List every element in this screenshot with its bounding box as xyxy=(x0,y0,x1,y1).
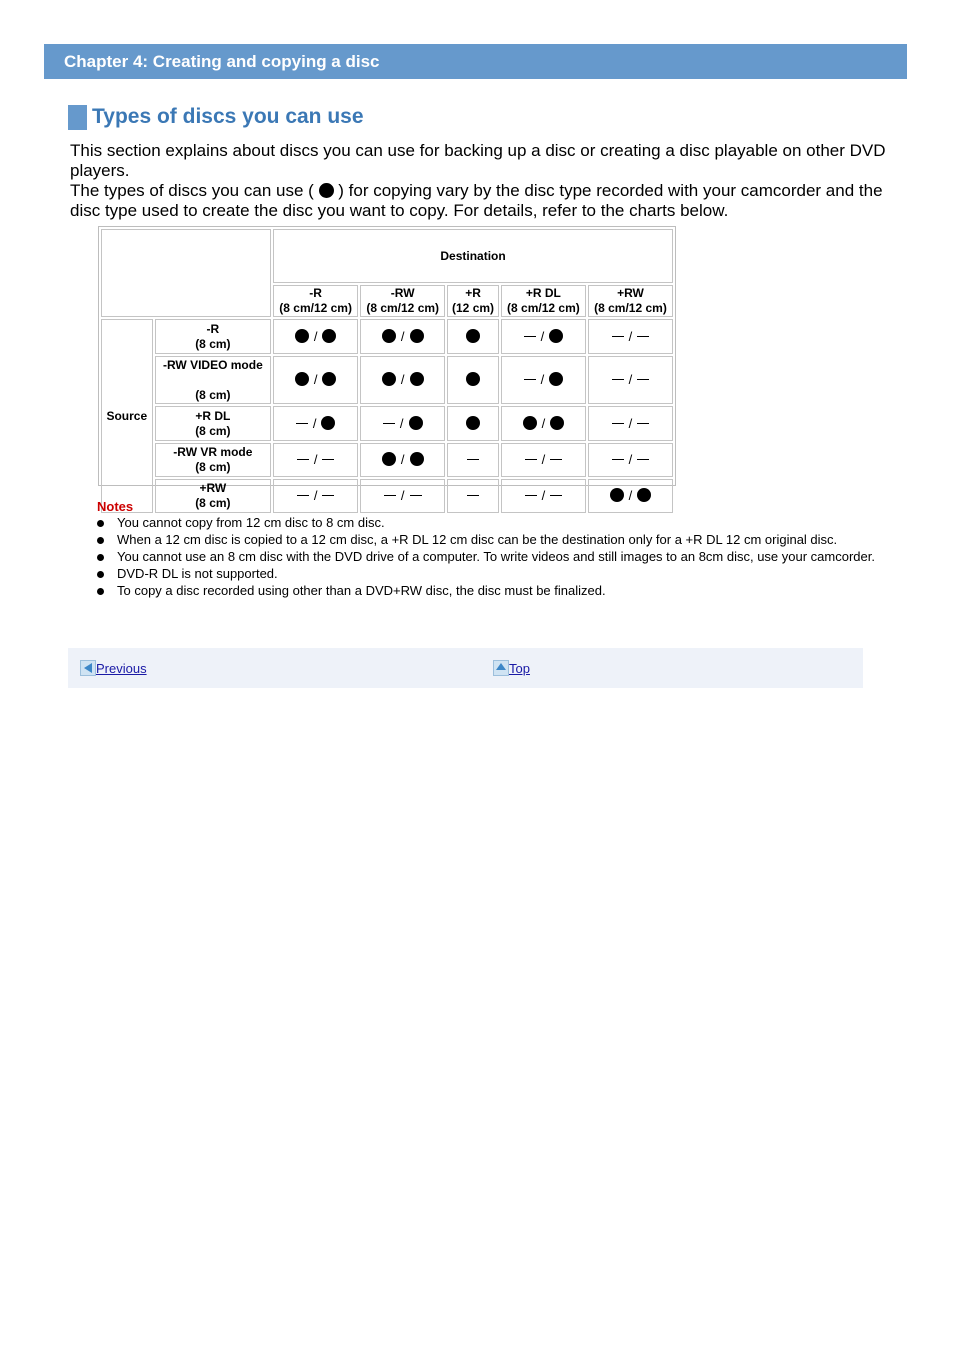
compat-cell xyxy=(588,406,673,441)
destination-column-header xyxy=(501,285,586,317)
compat-marks xyxy=(466,329,480,344)
separator-text: / xyxy=(628,452,633,467)
row-disc-size: (8 cm) xyxy=(195,423,231,438)
source-row-header xyxy=(155,443,271,477)
column-disc-size: (12 cm) xyxy=(452,301,495,315)
table-row xyxy=(101,356,673,404)
top-arrow-icon xyxy=(493,660,509,676)
compat-marks xyxy=(525,452,563,467)
compat-cell xyxy=(360,319,445,354)
compat-marks xyxy=(612,372,650,387)
notes-title: Notes xyxy=(97,499,134,514)
compat-cell xyxy=(360,356,445,404)
not-usable-dash-icon xyxy=(296,423,308,424)
intro-text xyxy=(70,141,890,221)
column-disc-size: (8 cm/12 cm) xyxy=(507,301,580,315)
not-usable-dash-icon xyxy=(612,459,624,460)
row-disc-type: +R DL xyxy=(195,408,231,423)
compat-cell xyxy=(273,319,358,354)
separator-text: / xyxy=(400,328,405,344)
usable-dot-icon xyxy=(295,372,309,386)
compat-cell xyxy=(360,443,445,477)
column-disc-type: +R DL xyxy=(525,286,561,300)
bullet-icon xyxy=(97,571,104,578)
not-usable-dash-icon xyxy=(612,336,624,337)
separator-text: / xyxy=(628,415,633,431)
page-title: Types of discs you can use xyxy=(92,105,364,128)
separator-text: / xyxy=(313,488,318,503)
not-usable-dash-icon xyxy=(524,379,536,380)
note-text: DVD-R DL is not supported. xyxy=(117,566,278,581)
separator-text: / xyxy=(313,372,318,387)
compat-marks xyxy=(523,416,565,431)
usable-dot-icon xyxy=(550,416,564,430)
separator-text: / xyxy=(400,372,405,387)
not-usable-dash-icon xyxy=(612,379,624,380)
separator-text: / xyxy=(313,328,318,344)
not-usable-dash-icon xyxy=(467,495,479,496)
not-usable-dash-icon xyxy=(297,495,309,496)
usable-dot-icon xyxy=(549,372,563,386)
row-disc-size: (8 cm) xyxy=(195,336,231,351)
usable-dot-icon xyxy=(466,416,480,430)
row-disc-type: -RW VIDEO mode xyxy=(162,357,263,372)
separator-text: / xyxy=(541,415,546,431)
chapter-title: Chapter 4: Creating and copying a disc xyxy=(64,52,380,71)
compat-marks xyxy=(382,452,424,467)
column-disc-type: +R xyxy=(465,286,481,300)
top-label: Top xyxy=(509,660,530,676)
note-text: To copy a disc recorded using other than a DVD+RW disc, the disc must be finalized. xyxy=(117,583,606,598)
table-corner-cell xyxy=(101,229,271,317)
column-disc-type: -R xyxy=(309,286,322,300)
usable-dot-icon xyxy=(523,416,537,430)
compat-cell xyxy=(273,443,358,477)
row-disc-type: -R xyxy=(206,321,220,336)
note-text: You cannot use an 8 cm disc with the DVD drive of a computer. To write videos and still images to an 8cm disc, use your camcorder. xyxy=(117,549,875,564)
compat-cell xyxy=(447,443,499,477)
compat-cell xyxy=(588,319,673,354)
previous-arrow-icon xyxy=(80,660,96,676)
compat-cell xyxy=(501,406,586,441)
compat-marks xyxy=(466,372,480,387)
source-row-header xyxy=(155,319,271,354)
compat-marks xyxy=(467,452,479,467)
usable-dot-icon xyxy=(382,452,396,466)
compat-cell xyxy=(447,406,499,441)
not-usable-dash-icon xyxy=(525,495,537,496)
usable-dot-icon xyxy=(321,416,335,430)
not-usable-dash-icon xyxy=(525,459,537,460)
compat-cell xyxy=(501,356,586,404)
note-item xyxy=(97,532,887,549)
intro-paragraph-2 xyxy=(70,181,890,221)
destination-column-header xyxy=(447,285,499,317)
not-usable-dash-icon xyxy=(524,336,536,337)
usable-dot-icon xyxy=(409,416,423,430)
compat-marks xyxy=(612,329,650,344)
not-usable-dash-icon xyxy=(612,423,624,424)
separator-text: / xyxy=(540,328,545,344)
previous-link[interactable] xyxy=(80,660,147,676)
table-header-row xyxy=(101,229,673,283)
previous-label: Previous xyxy=(96,660,147,676)
compat-cell xyxy=(588,356,673,404)
row-disc-size: (8 cm) xyxy=(195,460,231,474)
usable-dot-icon xyxy=(295,329,309,343)
usable-dot-icon xyxy=(549,329,563,343)
column-disc-type: -RW xyxy=(390,286,415,300)
intro-text-after: ) for copying vary by the disc type recorded with your camcorder and the disc type used to create the disc you want to copy. For details, refer to the charts below. xyxy=(70,181,883,220)
usable-dot-icon xyxy=(410,329,424,343)
usable-dot-icon xyxy=(466,329,480,343)
compat-cell xyxy=(360,406,445,441)
compat-cell xyxy=(273,406,358,441)
not-usable-dash-icon xyxy=(322,459,334,460)
separator-text: / xyxy=(399,415,404,431)
compat-marks xyxy=(382,372,424,387)
not-usable-dash-icon xyxy=(467,459,479,460)
table-row xyxy=(101,319,673,354)
note-item xyxy=(97,549,887,566)
compat-marks xyxy=(297,452,335,467)
not-usable-dash-icon xyxy=(410,495,422,496)
intro-paragraph-1: This section explains about discs you can use for backing up a disc or creating a disc playable on other DVD players. xyxy=(70,141,886,180)
compat-marks xyxy=(296,416,336,431)
separator-text: / xyxy=(628,328,633,344)
not-usable-dash-icon xyxy=(383,423,395,424)
note-item xyxy=(97,566,887,583)
section-heading xyxy=(68,104,364,130)
destination-column-header xyxy=(273,285,358,317)
separator-text: / xyxy=(540,372,545,387)
usable-dot-icon xyxy=(410,452,424,466)
compat-marks xyxy=(466,416,480,431)
not-usable-dash-icon xyxy=(384,495,396,496)
row-disc-size: (8 cm) xyxy=(195,496,231,510)
separator-text: / xyxy=(312,415,317,431)
heading-marker xyxy=(68,105,87,130)
destination-header: Destination xyxy=(273,229,673,283)
bullet-icon xyxy=(97,537,104,544)
note-text: You cannot copy from 12 cm disc to 8 cm disc. xyxy=(117,515,385,530)
not-usable-dash-icon xyxy=(637,423,649,424)
row-disc-size: (8 cm) xyxy=(195,387,231,402)
table-row xyxy=(101,443,673,477)
not-usable-dash-icon xyxy=(550,495,562,496)
not-usable-dash-icon xyxy=(637,336,649,337)
intro-text-before: The types of discs you can use ( xyxy=(70,181,314,200)
compat-cell xyxy=(447,356,499,404)
bullet-icon xyxy=(97,588,104,595)
usable-dot-icon xyxy=(382,372,396,386)
destination-column-header xyxy=(360,285,445,317)
compat-marks xyxy=(612,452,650,467)
usable-dot-icon xyxy=(322,329,336,343)
compat-marks xyxy=(612,416,650,431)
compat-marks xyxy=(295,329,337,344)
usable-dot-icon xyxy=(322,372,336,386)
usable-dot-icon xyxy=(466,372,480,386)
separator-text: / xyxy=(400,452,405,467)
compat-marks xyxy=(383,416,423,431)
chapter-header xyxy=(44,44,907,79)
compat-cell xyxy=(501,319,586,354)
compat-cell xyxy=(588,443,673,477)
note-text: When a 12 cm disc is copied to a 12 cm disc, a +R DL 12 cm disc can be the destination only for a +R DL 12 cm original disc. xyxy=(117,532,838,547)
separator-text: / xyxy=(541,488,546,503)
top-link[interactable] xyxy=(493,660,530,676)
compatibility-grid xyxy=(99,227,675,515)
column-disc-size: (8 cm/12 cm) xyxy=(594,301,667,315)
column-disc-size: (8 cm/12 cm) xyxy=(279,301,352,315)
column-disc-size: (8 cm/12 cm) xyxy=(366,301,440,315)
usable-dot-icon xyxy=(410,372,424,386)
disc-usable-icon xyxy=(319,183,334,198)
destination-column-header xyxy=(588,285,673,317)
usable-dot-icon xyxy=(382,329,396,343)
compat-cell xyxy=(447,319,499,354)
separator-text: / xyxy=(628,488,633,503)
note-item xyxy=(97,515,887,532)
row-disc-type: -RW VR mode xyxy=(173,445,253,459)
table-row xyxy=(101,406,673,441)
bullet-icon xyxy=(97,554,104,561)
bullet-icon xyxy=(97,520,104,527)
not-usable-dash-icon xyxy=(297,459,309,460)
source-row-header xyxy=(155,406,271,441)
compat-cell xyxy=(273,356,358,404)
column-disc-type: +RW xyxy=(617,286,644,300)
separator-text: / xyxy=(628,372,633,387)
not-usable-dash-icon xyxy=(322,495,334,496)
not-usable-dash-icon xyxy=(550,459,562,460)
compat-marks xyxy=(382,329,424,344)
not-usable-dash-icon xyxy=(637,459,649,460)
navigation-bar xyxy=(68,648,863,688)
row-disc-type: +RW xyxy=(199,481,227,495)
separator-text: / xyxy=(313,452,318,467)
source-row-header xyxy=(155,356,271,404)
notes-list xyxy=(97,515,887,600)
compat-marks xyxy=(524,329,564,344)
separator-text: / xyxy=(541,452,546,467)
not-usable-dash-icon xyxy=(637,379,649,380)
separator-text: / xyxy=(400,488,405,503)
compat-marks xyxy=(524,372,564,387)
note-item xyxy=(97,583,887,600)
source-header: Source xyxy=(101,319,153,513)
notes-section xyxy=(97,499,887,600)
compat-marks xyxy=(295,372,337,387)
compat-cell xyxy=(501,443,586,477)
